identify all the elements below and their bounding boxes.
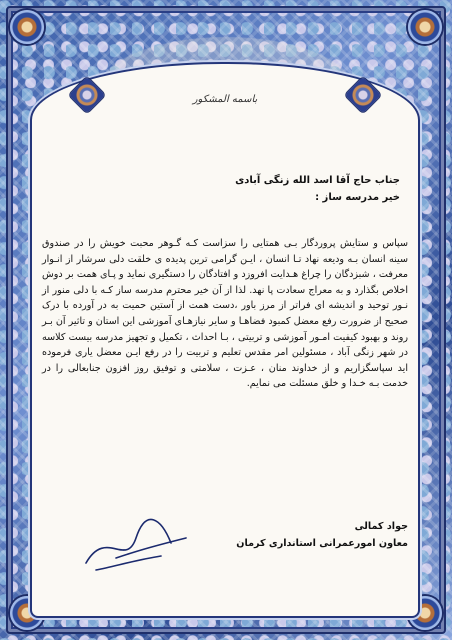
signer-title: معاون امورعمرانی استانداری کرمان (236, 538, 408, 549)
invocation-heading: باسمه المشکور (192, 94, 258, 105)
recipient-name: جناب حاج آقا اسد الله زنگی آبادی (235, 175, 400, 186)
corner-ornament (10, 10, 44, 44)
corner-ornament (408, 10, 442, 44)
recipient-title: خیر مدرسه ساز : (315, 192, 400, 203)
letter-body-panel (32, 64, 418, 616)
recipient-block (235, 172, 400, 206)
letter-body-text: سپاس و ستایش پروردگار بـی همتایی را سزاست کـه گـوهر محبت خویش را در صندوق سینه انسان بـه ودیعه نهاد تـا انسان ، ایـن گرامی ترین پدیده ی خلقت دلی سرشار از انـوار معرفت ، شبزدگان را چراغ هـدایت افروزد و افتادگان را دستگیری نماید و پـای همت بر دوش اخلاص بگذارد و به معراج سعادت پا نهد. لذا از آن خیر محترم مدرسه ساز کـه با دلی منور از نـور توحید و اندیشه ای فراتر از مرز باور ،دست همت از آستین حمیت به در آورده با درک صحیح از ضرورت رفع معضل کمبود فضاهـا و سایر نیازهـای آموزشی این استان و تاثیر آن بـر روند و بهبود کیفیت امـور آموزشی و تربیتی ، بـا احداث ، تکمیل و تجهیز مدرسه بیست کلاسه در شهر زنگی آباد ، مسئولین امر مقدس تعلیم و تربیت را در رفع ایـن معضل یاری فرموده اید سپاسگزاریم و از خداوند منان ، عـزت ، سلامتی و توفیق روز افزون جنابعالی را در خدمت بـه خـدا و خلق مسئلت می نمایم. (42, 238, 408, 390)
handwritten-signature-icon (76, 508, 196, 578)
signer-name: جواد کمالی (354, 521, 408, 532)
signature-block (236, 518, 408, 552)
